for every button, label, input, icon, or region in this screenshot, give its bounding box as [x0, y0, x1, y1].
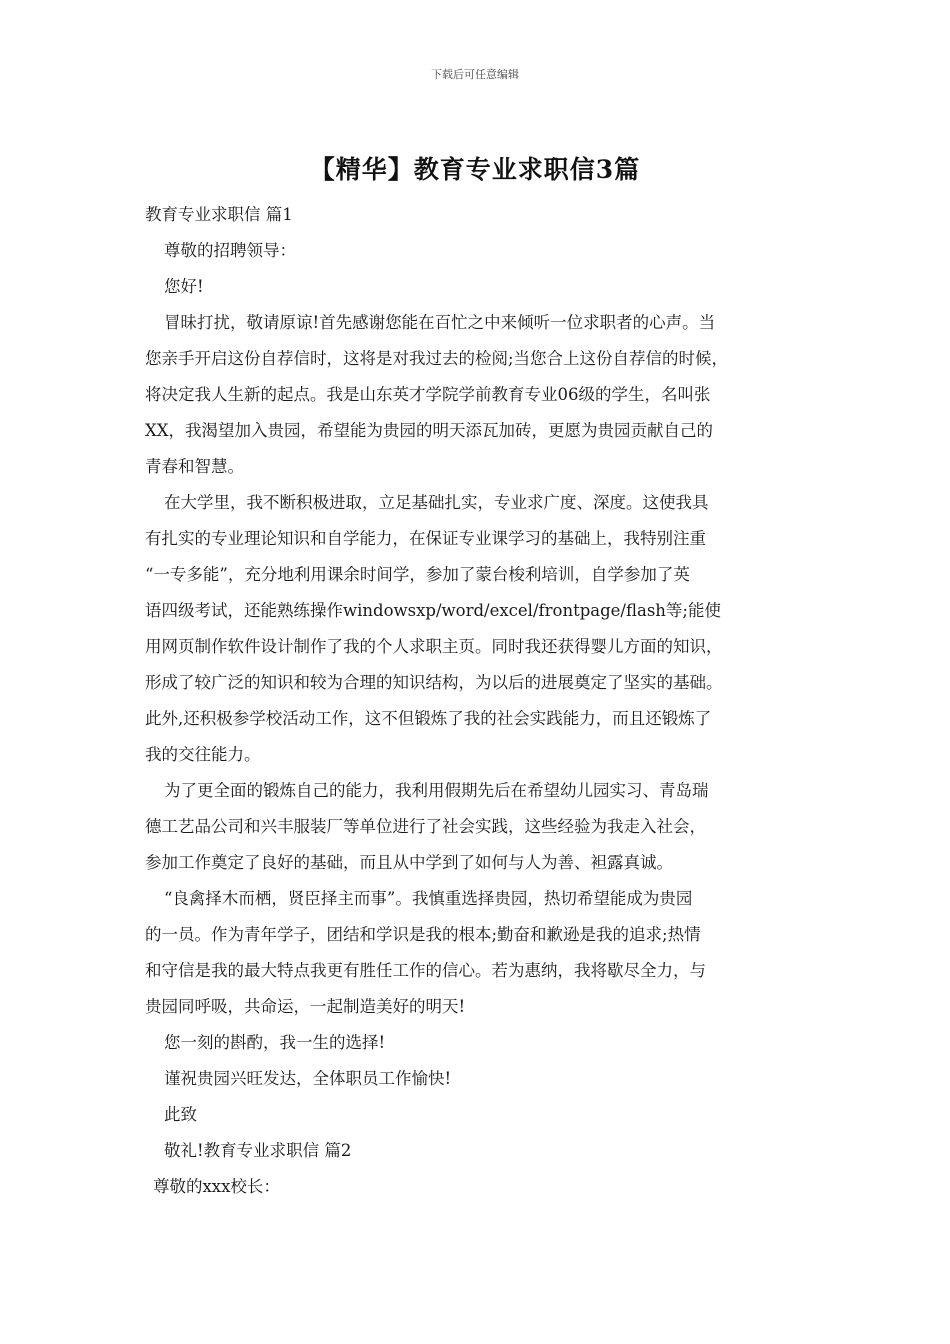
body-text-line: 尊敬的招聘领导： [164, 241, 296, 260]
body-text-line: 敬礼!教育专业求职信 篇2 [164, 1141, 352, 1160]
body-text-line: 参加工作奠定了良好的基础，而且从中学到了如何与人为善、袒露真诚。 [145, 853, 673, 872]
body-text-line: 将决定我人生新的起点。我是山东英才学院学前教育专业06级的学生，名叫张 [145, 385, 711, 404]
body-text-line: 语四级考试，还能熟练操作windowsxp/word/excel/frontpage/flash等;能使 [145, 601, 721, 620]
body-text-line: 您一刻的斟酌，我一生的选择! [164, 1033, 386, 1052]
body-text-line: 教育专业求职信 篇1 [145, 205, 293, 224]
body-text-line: 贵园同呼吸，共命运，一起制造美好的明天! [145, 997, 466, 1016]
document-title: 【精华】教育专业求职信3篇 [309, 155, 641, 184]
body-text-line: 此外,还积极参学校活动工作，这不但锻炼了我的社会实践能力，而且还锻炼了 [145, 709, 712, 728]
body-text-line: 形成了较广泛的知识和较为合理的知识结构，为以后的进展奠定了坚实的基础。 [145, 673, 723, 692]
body-text-line: 德工艺品公司和兴丰服装厂等单位进行了社会实践，这些经验为我走入社会， [145, 817, 706, 836]
body-text-line: “良禽择木而栖，贤臣择主而事”。我慎重选择贵园，热切希望能成为贵园 [164, 889, 693, 908]
document-body [145, 197, 825, 1205]
body-text-line: 您亲手开启这份自荐信时，这将是对我过去的检阅;当您合上这份自荐信的时候， [145, 349, 729, 368]
body-text-line: 在大学里，我不断积极进取，立足基础扎实，专业求广度、深度。这使我具 [164, 493, 709, 512]
body-text-line: 此致 [164, 1105, 197, 1124]
body-text-line: 尊敬的xxx校长： [153, 1177, 280, 1196]
body-text-line: 有扎实的专业理论知识和自学能力，在保证专业课学习的基础上，我特别注重 [145, 529, 706, 548]
body-text-line: 用网页制作软件设计制作了我的个人求职主页。同时我还获得婴儿方面的知识， [145, 637, 723, 656]
body-text-line: 为了更全面的锻炼自己的能力，我利用假期先后在希望幼儿园实习、青岛瑞 [164, 781, 709, 800]
page-header-note: 下载后可任意编辑 [431, 68, 519, 81]
body-text-line: 冒昧打扰，敬请原谅!首先感谢您能在百忙之中来倾听一位求职者的心声。当 [164, 313, 716, 332]
body-text-line: 和守信是我的最大特点我更有胜任工作的信心。若为惠纳，我将歇尽全力，与 [145, 961, 706, 980]
body-text-line: “一专多能”，充分地利用课余时间学，参加了蒙台梭利培训，自学参加了英 [145, 565, 690, 584]
body-text-line: 青春和智慧。 [145, 457, 244, 476]
body-text-line: 的一员。作为青年学子，团结和学识是我的根本;勤奋和歉逊是我的追求;热情 [145, 925, 701, 944]
body-text-line: XX，我渴望加入贵园，希望能为贵园的明天添瓦加砖，更愿为贵园贡献自己的 [145, 421, 713, 440]
body-text-line: 您好! [164, 277, 204, 296]
body-text-line: 我的交往能力。 [145, 745, 261, 764]
body-text-line: 谨祝贵园兴旺发达，全体职员工作愉快! [164, 1069, 452, 1088]
